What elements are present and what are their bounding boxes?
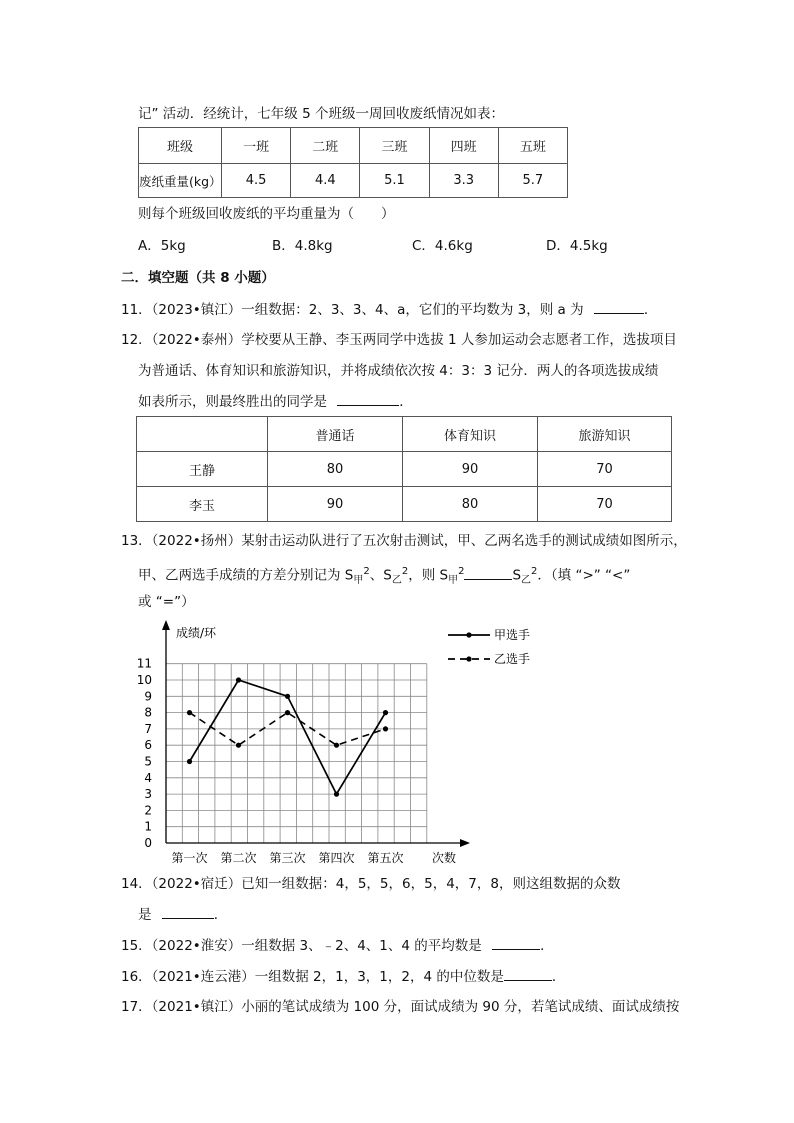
q15-tail: ． — [540, 938, 554, 954]
q13-text: ．（填 “>” “<” — [537, 567, 631, 584]
q16 — [121, 966, 565, 987]
q10-question: 则每个班级回收废纸的平均重量为（ ） — [138, 206, 395, 222]
x-tick-label: 第五次 — [367, 851, 404, 865]
option-c: C．4.6kg — [412, 238, 473, 254]
table-header: 体育知识 — [403, 417, 538, 452]
x-tick-label: 第三次 — [269, 851, 306, 865]
data-point — [285, 710, 290, 715]
q12-tail: ． — [399, 394, 413, 410]
option-b: B．4.8kg — [272, 238, 333, 254]
table-cell: 80 — [268, 452, 403, 487]
q15 — [121, 935, 554, 956]
table-header — [137, 417, 268, 452]
answer-blank[interactable] — [492, 935, 540, 950]
q13-sup: 2 — [363, 566, 370, 577]
y-tick-label: 9 — [144, 689, 152, 704]
q13-sub: 甲 — [448, 575, 459, 587]
legend-label: 甲选手 — [494, 628, 531, 642]
x-tick-label: 第二次 — [220, 851, 257, 865]
q12-line2: 为普通话、体育知识和旅游知识，并将成绩依次按 4：3：3 记分．两人的各项选拔成绩 — [138, 363, 659, 379]
legend-marker — [466, 656, 471, 661]
option-d: D．4.5kg — [546, 238, 608, 254]
table-row-label: 王静 — [137, 452, 268, 487]
option-a: A．5kg — [138, 238, 186, 254]
data-point — [285, 694, 290, 699]
table-header: 二班 — [291, 128, 360, 164]
y-tick-label: 5 — [144, 754, 152, 769]
y-axis-label: 成绩/环 — [176, 626, 217, 640]
y-tick-label: 6 — [144, 738, 152, 753]
legend-label: 乙选手 — [494, 652, 531, 666]
q16-text: 16．（2021•连云港）一组数据 2，1，3，1，2，4 的中位数是 — [121, 969, 504, 985]
q12-line1: 12．（2022•泰州）学校要从王静、李玉两同学中选拔 1 人参加运动会志愿者工作，选拔项目 — [121, 332, 677, 348]
table-cell: 5.7 — [498, 164, 567, 198]
y-tick-label: 7 — [144, 721, 152, 736]
q13-line3: 或 “=”） — [138, 594, 195, 610]
table-cell: 90 — [268, 487, 403, 522]
answer-blank[interactable] — [504, 966, 552, 981]
selection-score-table — [136, 416, 672, 522]
q14-text: 是 — [138, 907, 152, 923]
table-header: 旅游知识 — [538, 417, 672, 452]
table-header: 普通话 — [268, 417, 403, 452]
x-tick-label: 第一次 — [171, 851, 208, 865]
y-tick-label: 3 — [144, 787, 152, 802]
answer-blank[interactable] — [337, 391, 399, 406]
answer-blank[interactable] — [594, 299, 644, 314]
y-axis-arrow — [162, 620, 170, 630]
y-tick-label: 4 — [144, 770, 152, 785]
data-point — [334, 792, 339, 797]
q10-intro: 记” 活动．经统计，七年级 5 个班级一周回收废纸情况如表： — [138, 106, 504, 122]
q13-text: ，则 S — [408, 567, 449, 584]
q11 — [121, 299, 657, 320]
y-tick-label: 1 — [144, 819, 152, 834]
q13-sub: 乙 — [391, 575, 402, 587]
q11-text: 11．（2023•镇江）一组数据：2、3、3、4、a，它们的平均数为 3，则 a 为 — [121, 302, 584, 318]
data-point — [236, 677, 241, 682]
data-point — [236, 743, 241, 748]
q13-sup: 2 — [401, 566, 409, 577]
y-tick-label: 8 — [144, 705, 152, 720]
table-cell: 5.1 — [360, 164, 429, 198]
q13-sup: 2 — [531, 566, 538, 577]
x-axis-label: 次数 — [432, 851, 457, 865]
legend-marker — [466, 632, 471, 637]
data-point — [383, 710, 388, 715]
table-header: 一班 — [222, 128, 291, 164]
answer-blank[interactable] — [464, 565, 512, 580]
q11-tail: ． — [643, 302, 658, 318]
data-point — [187, 710, 192, 715]
shooting-score-chart — [130, 615, 550, 870]
table-row-label: 李玉 — [137, 487, 268, 522]
q15-text: 15．（2022•淮安）一组数据 3、﹣2、4、1、4 的平均数是 — [121, 938, 482, 954]
q13-text: 、S — [369, 567, 392, 584]
data-point — [187, 759, 192, 764]
q13-sub: 甲 — [353, 575, 364, 587]
x-axis-arrow — [460, 839, 470, 847]
section-title: 二．填空题（共 8 小题） — [121, 270, 275, 286]
q17-line1: 17．（2021•镇江）小丽的笔试成绩为 100 分，面试成绩为 90 分，若笔试成绩、面试成绩按 — [121, 999, 680, 1015]
y-tick-label: 0 — [144, 836, 152, 850]
q12-line3 — [138, 391, 413, 412]
q13-line1: 13．（2022•扬州）某射击运动队进行了五次射击测试，甲、乙两名选手的测试成绩如图所示， — [121, 533, 687, 549]
table-row-label: 废纸重量(kg） — [139, 164, 222, 198]
data-point — [383, 726, 388, 731]
table-cell: 70 — [538, 452, 672, 487]
table-cell: 80 — [403, 487, 538, 522]
table-cell: 90 — [403, 452, 538, 487]
q12-line3-text: 如表所示，则最终胜出的同学是 — [138, 394, 327, 410]
table-header: 四班 — [429, 128, 498, 164]
table-cell: 70 — [538, 487, 672, 522]
table-cell: 4.4 — [291, 164, 360, 198]
q14-tail: ． — [213, 907, 228, 923]
y-tick-label: 2 — [144, 803, 152, 818]
q13-sub: 乙 — [521, 575, 532, 587]
table-cell: 3.3 — [429, 164, 498, 198]
q14-line1: 14．（2022•宿迁）已知一组数据：4，5，5，6，5，4，7，8，则这组数据的众数 — [121, 876, 621, 892]
y-tick-label: 11 — [136, 656, 152, 671]
waste-paper-table — [138, 127, 568, 198]
table-header: 三班 — [360, 128, 429, 164]
q13-line2 — [138, 562, 630, 591]
y-tick-label: 10 — [136, 673, 152, 687]
q14-line2 — [138, 904, 227, 925]
x-tick-label: 第四次 — [318, 851, 355, 865]
table-header: 班级 — [139, 128, 222, 164]
q13-text: 甲、乙两选手成绩的方差分别记为 S — [138, 567, 354, 584]
q13-text: S — [512, 567, 522, 584]
answer-blank[interactable] — [162, 904, 214, 919]
table-header: 五班 — [498, 128, 567, 164]
data-point — [334, 743, 339, 748]
q13-sup: 2 — [458, 566, 465, 577]
q16-tail: ． — [551, 969, 566, 985]
table-cell: 4.5 — [222, 164, 291, 198]
